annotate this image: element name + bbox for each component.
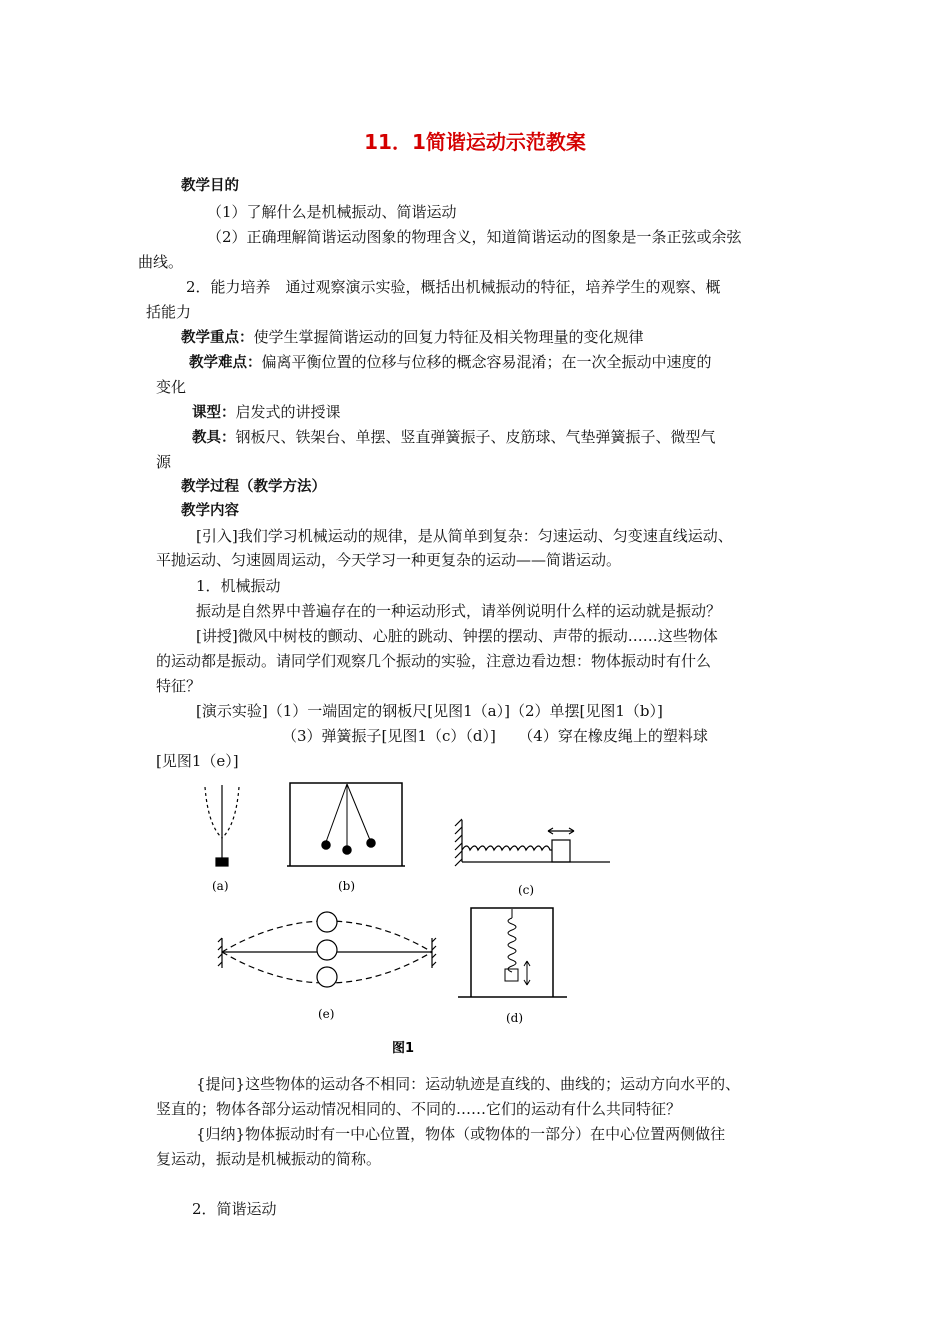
key-point-line: [181, 327, 644, 348]
objective-item-2-cont: 曲线。: [138, 253, 184, 271]
figure-b-pendulum: [287, 783, 405, 866]
figure-caption: 图1: [392, 1041, 415, 1056]
figure-c-spring-oscillator: [455, 819, 610, 866]
tools-text: 钢板尺、铁架台、单摆、竖直弹簧振子、皮筋球、气垫弹簧振子、微型气: [235, 428, 716, 446]
intro-line-1: [引入]我们学习机械运动的规律，是从简单到复杂：匀速运动、匀变速直线运动、: [196, 527, 733, 545]
lesson-type-label: 课型：: [192, 405, 236, 421]
lecture-line-1: [讲授]微风中树枝的颤动、心脏的跳动、钟摆的摆动、声带的振动……这些物体: [196, 627, 718, 645]
ask-line-2: 竖直的；物体各部分运动情况相同的、不同的……它们的运动有什么共同特征？: [156, 1100, 682, 1118]
objective-item-1: （1）了解什么是机械振动、简谐运动: [207, 203, 457, 221]
tools-text-cont: 源: [156, 453, 172, 471]
lecture-line-2: 的运动都是振动。请同学们观察几个振动的实验，注意边看边想：物体振动时有什么: [156, 652, 712, 670]
section-1-heading: 1．机械振动: [196, 577, 281, 595]
lesson-type-text: 启发式的讲授课: [235, 403, 341, 421]
section-2-heading: 2．简谐运动: [192, 1200, 277, 1218]
figure-d-vertical-spring: [458, 908, 567, 997]
ability-line-cont: 括能力: [146, 303, 192, 321]
difficulty-label: 教学难点：: [189, 355, 262, 371]
ask-line-1: {提问}这些物体的运动各不相同：运动轨迹是直线的、曲线的；运动方向水平的、: [196, 1075, 741, 1093]
intro-line-2: 平抛运动、匀速圆周运动，今天学习一种更复杂的运动——简谐运动。: [156, 551, 622, 569]
figure-label-e: (e): [318, 1007, 335, 1021]
figure-label-a: (a): [212, 879, 229, 893]
tools-label: 教具：: [192, 430, 236, 446]
page-title: 11．1简谐运动示范教案: [364, 130, 586, 154]
lesson-type-line: [192, 402, 341, 423]
process-heading: 教学过程（教学方法）: [181, 479, 326, 495]
difficulty-text: 偏离平衡位置的位移与位移的概念容易混淆；在一次全振动中速度的: [261, 353, 712, 371]
demo-line-3: [见图1（e）]: [156, 752, 239, 770]
ability-line: 2．能力培养 通过观察演示实验，概括出机械振动的特征，培养学生的观察、概: [186, 278, 721, 296]
key-point-text: 使学生掌握简谐运动的回复力特征及相关物理量的变化规律: [253, 328, 644, 346]
objective-item-2: （2）正确理解简谐运动图象的物理含义，知道简谐运动的图象是一条正弦或余弦: [207, 228, 742, 246]
figure-e-rubber-cord: [218, 912, 436, 987]
question-line: 振动是自然界中普遍存在的一种运动形式，请举例说明什么样的运动就是振动？: [196, 602, 722, 620]
lecture-line-3: 特征？: [156, 677, 202, 695]
figure-label-d: (d): [506, 1011, 524, 1025]
figure-label-c: (c): [518, 883, 535, 897]
summary-line-2: 复运动，振动是机械振动的简称。: [156, 1150, 382, 1168]
figure-1: [0, 778, 950, 1068]
key-point-label: 教学重点：: [181, 330, 254, 346]
demo-line-1: [演示实验]（1）一端固定的钢板尺[见图1（a）]（2）单摆[见图1（b）]: [196, 702, 663, 720]
figure-label-b: (b): [338, 879, 356, 893]
demo-line-2: （3）弹簧振子[见图1（c）（d）] （4）穿在橡皮绳上的塑料球: [282, 727, 708, 745]
objectives-heading: 教学目的: [181, 178, 239, 194]
figure-a-ruler: [205, 785, 239, 866]
summary-line-1: {归纳}物体振动时有一中心位置，物体（或物体的一部分）在中心位置两侧做往: [196, 1125, 726, 1143]
content-heading: 教学内容: [181, 503, 239, 519]
difficulty-line: [189, 352, 712, 373]
tools-line: [192, 427, 716, 448]
difficulty-text-cont: 变化: [156, 378, 187, 396]
